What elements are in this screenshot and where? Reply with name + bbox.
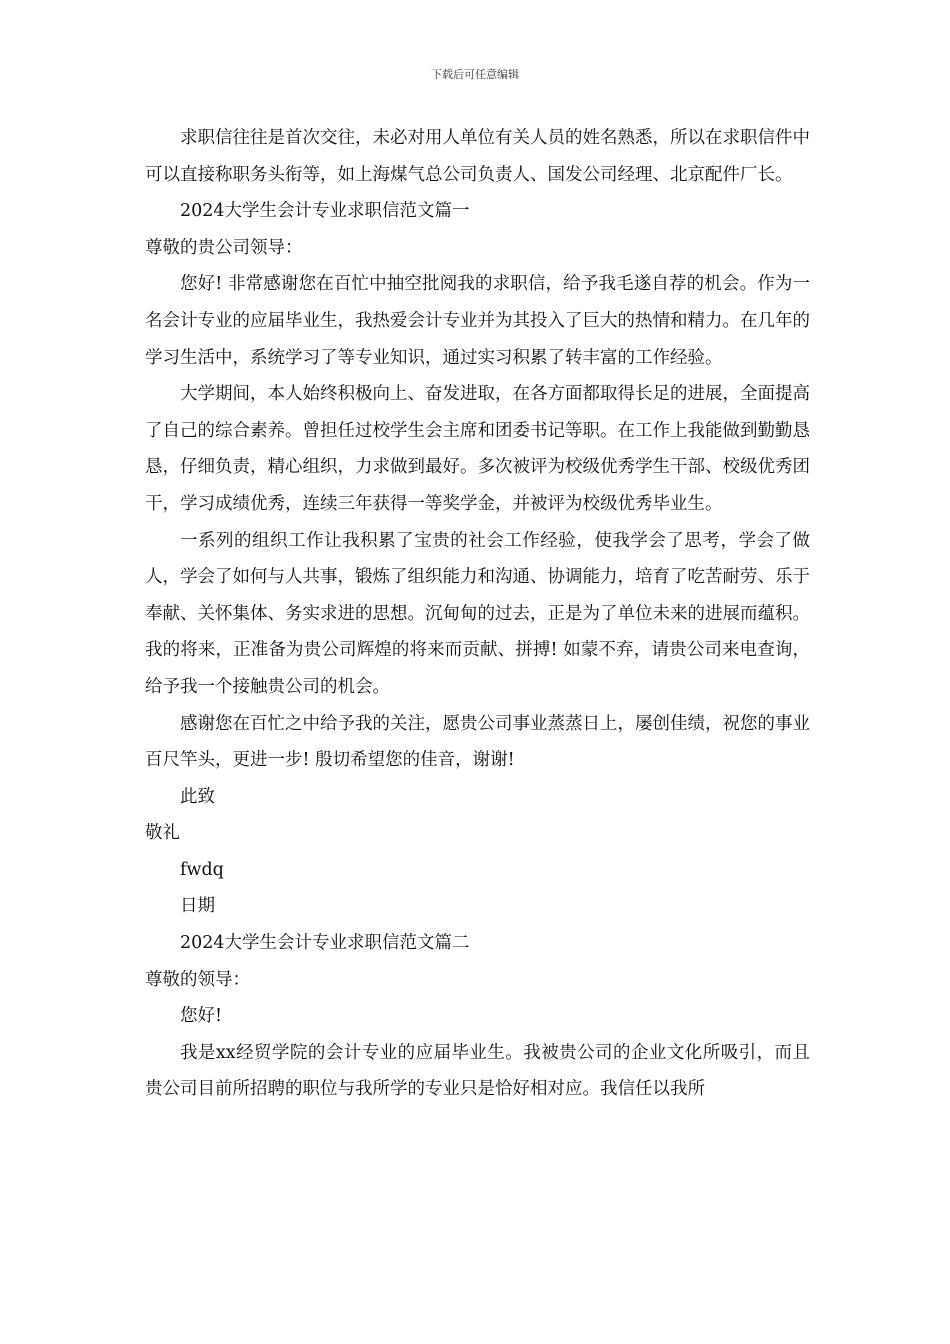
- signature: fwdq: [180, 859, 224, 880]
- date-label: 日期: [180, 896, 215, 917]
- paragraph-intro: 求职信往往是首次交往，未必对用人单位有关人员的姓名熟悉，所以在求职信件中可以直接称职务头衔等，如上海煤气总公司负责人、国发公司经理、北京配件厂长。: [145, 128, 810, 185]
- paragraph-experience: 一系列的组织工作让我积累了宝贵的社会工作经验，使我学会了思考，学会了做人，学会了如何与人共事，锻炼了组织能力和沟通、协调能力，培育了吃苦耐劳、乐于奉献、关怀集体、务实求进的思想。沉甸甸的过去，正是为了单位未来的进展而蕴积。我的将来，正准备为贵公司辉煌的将来而贡献、拼搏! 如蒙不弃，请贵公司来电查询，给予我一个接触贵公司的机会。: [145, 530, 810, 697]
- closing-cizhi: 此致: [180, 786, 215, 807]
- closing-jingli: 敬礼: [145, 823, 180, 844]
- paragraph-greeting-1: 您好! 非常感谢您在百忙中抽空批阅我的求职信，给予我毛遂自荐的机会。作为一名会计专业的应届毕业生，我热爱会计专业并为其投入了巨大的热情和精力。在几年的学习生活中，系统学习了等专业知识，通过实习积累了转丰富的工作经验。: [145, 274, 810, 368]
- paragraph-university: 大学期间，本人始终积极向上、奋发进取，在各方面都取得长足的进展，全面提高了自己的综合素养。曾担任过校学生会主席和团委书记等职。在工作上我能做到勤勤恳恳，仔细负责，精心组织，力求做到最好。多次被评为校级优秀学生干部、校级优秀团干，学习成绩优秀，连续三年获得一等奖学金，并被评为校级优秀毕业生。: [145, 384, 810, 514]
- section-title-2: 2024大学生会计专业求职信范文篇二: [180, 933, 470, 954]
- document-body: [145, 120, 810, 1108]
- salutation-1: 尊敬的贵公司领导：: [145, 237, 303, 258]
- section-title-1: 2024大学生会计专业求职信范文篇一: [180, 201, 470, 222]
- salutation-2: 尊敬的领导：: [145, 969, 250, 990]
- page-header: 下载后可任意编辑: [431, 68, 519, 81]
- greeting-2: 您好!: [180, 1006, 223, 1027]
- paragraph-thanks: 感谢您在百忙之中给予我的关注，愿贵公司事业蒸蒸日上，屡创佳绩，祝您的事业百尺竿头，更进一步! 殷切希望您的佳音，谢谢!: [145, 713, 810, 771]
- paragraph-intro-2: 我是xx经贸学院的会计专业的应届毕业生。我被贵公司的企业文化所吸引，而且贵公司目前所招聘的职位与我所学的专业只是恰好相对应。我信任以我所: [145, 1042, 810, 1100]
